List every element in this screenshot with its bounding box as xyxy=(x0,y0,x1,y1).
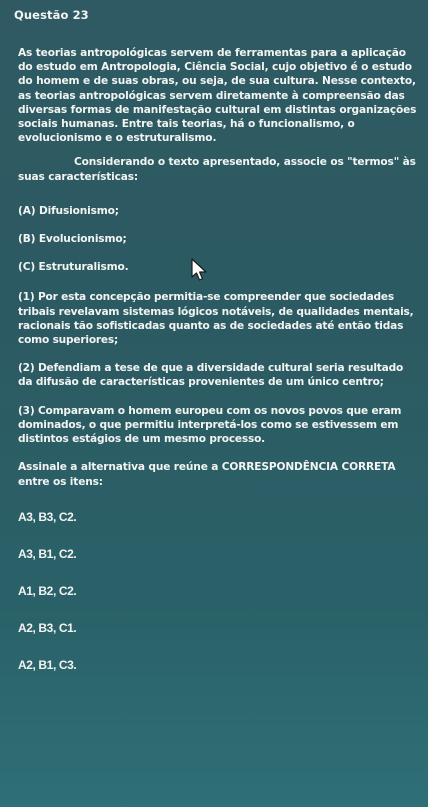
option-5[interactable]: A2, B1, C3. xyxy=(18,658,77,673)
option-3[interactable]: A1, B2, C2. xyxy=(18,584,77,599)
term-b: (B) Evolucionismo; xyxy=(18,233,127,246)
answer-prompt: Assinale a alternativa que reúne a CORRESPONDÊNCIA CORRETA entre os itens: xyxy=(18,461,396,489)
term-c: (C) Estruturalismo. xyxy=(18,261,129,274)
term-a: (A) Difusionismo; xyxy=(18,204,119,217)
option-2[interactable]: A3, B1, C2. xyxy=(18,547,77,562)
description-2: (2) Defendiam a tese de que a diversidade cultural seria resultado da difusão de características provenientes de um único centro; xyxy=(18,362,404,389)
option-4[interactable]: A2, B3, C1. xyxy=(18,621,77,636)
question-instruction: Considerando o texto apresentado, associe os "termos" às suas características: xyxy=(18,156,416,183)
description-1: (1) Por esta concepção permitia-se compreender que sociedades tribais revelavam sistemas lógicos notáveis, de qualidades mentais, racionais tão sofisticadas quanto as de sociedades até então tidas como superiores; xyxy=(18,291,414,347)
question-intro: As teorias antropológicas servem de ferramentas para a aplicação do estudo em Antropologia, Ciência Social, cujo objetivo é o estudo do homem e de suas obras, ou seja, de sua cultura. Nesse contexto, as teorias antropológicas servem diretamente à compreensão das diversas formas de manifestação cultural em distintas organizações sociais humanas. Entre tais teorias, há o funcionalismo, o evolucionismo e o estruturalismo. xyxy=(18,47,417,145)
question-title: Questão 23 xyxy=(14,8,89,22)
description-3: (3) Comparavam o homem europeu com os novos povos que eram dominados, o que permitiu interpretá-los como se estivessem em distintos estágios de um mesmo processo. xyxy=(18,404,402,446)
mouse-pointer-icon xyxy=(190,258,210,282)
option-1[interactable]: A3, B3, C2. xyxy=(18,510,77,525)
